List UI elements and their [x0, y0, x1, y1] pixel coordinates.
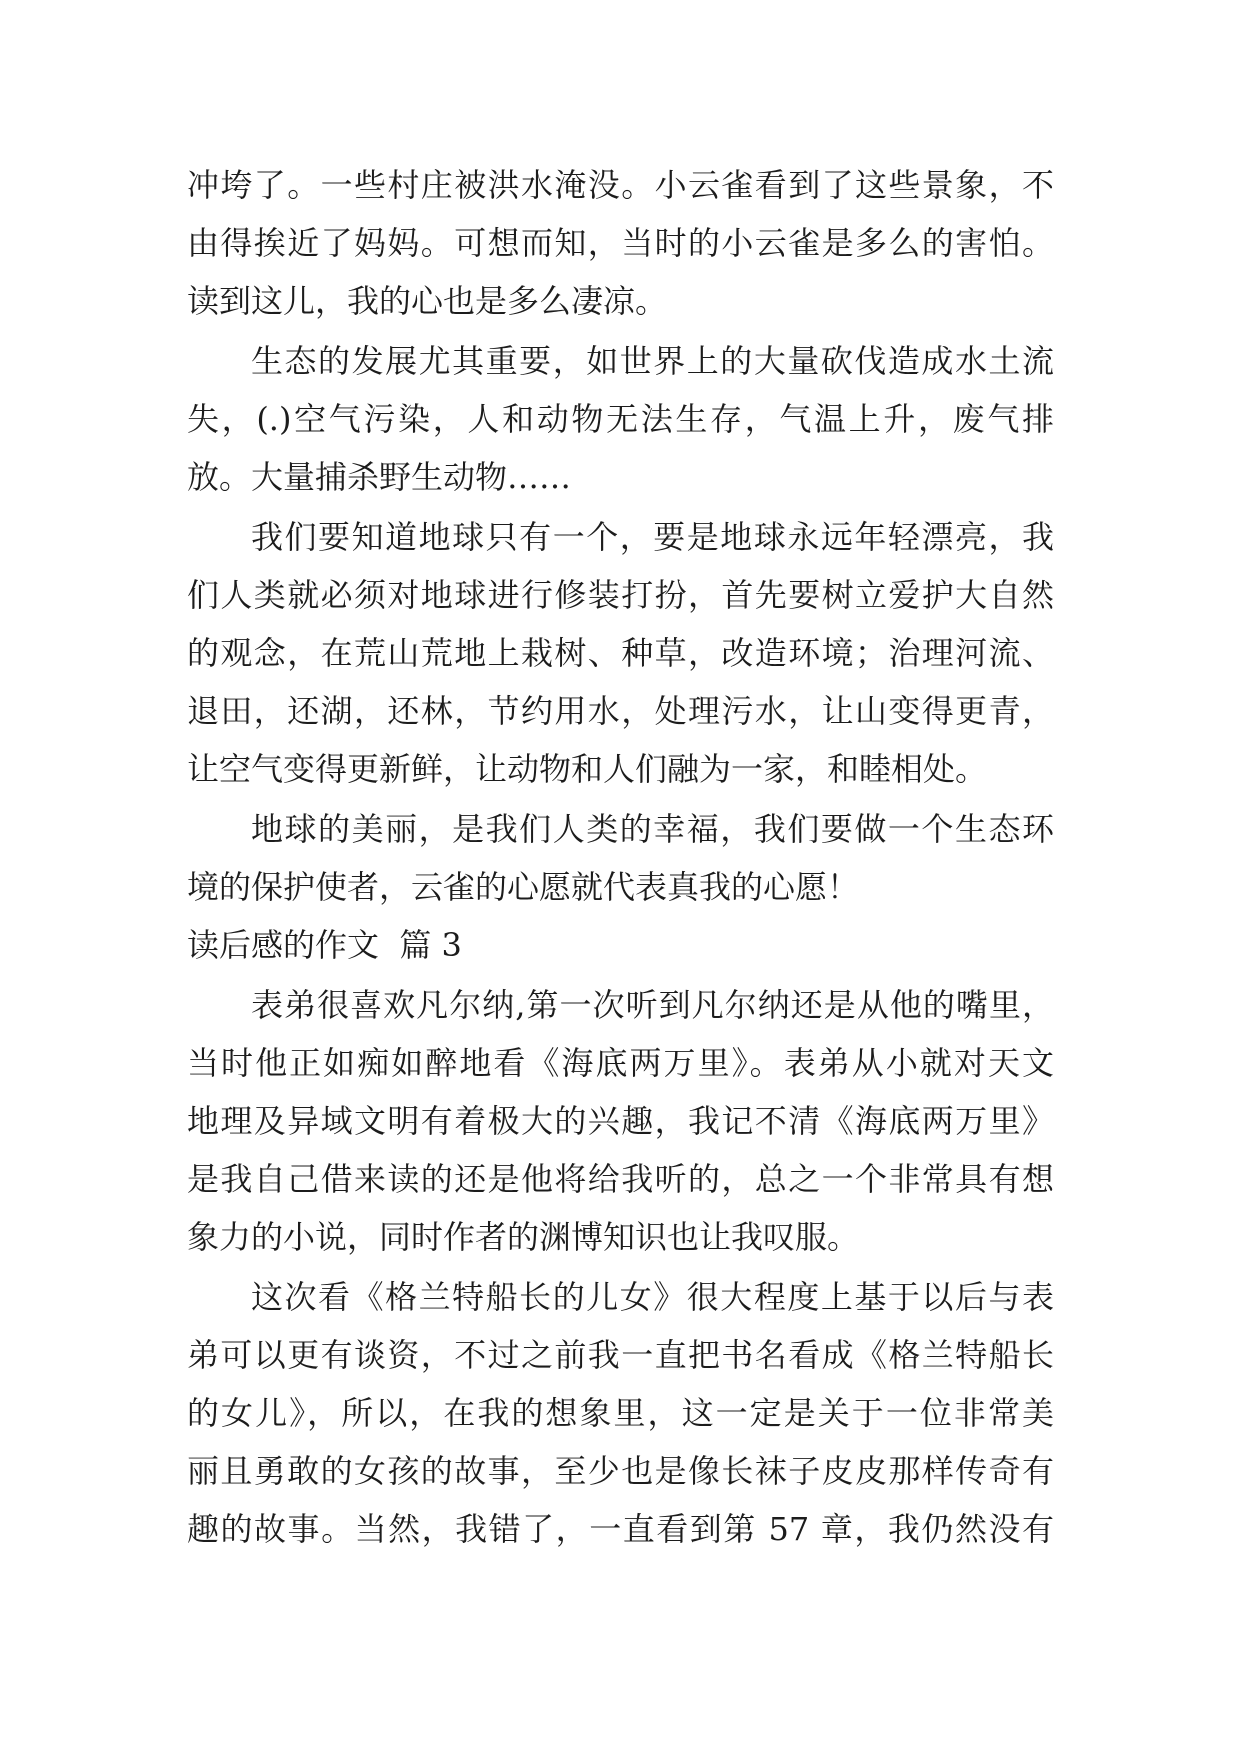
text-line: 放。大量捕杀野生动物…… — [187, 458, 572, 496]
text-line: 趣的故事。当然，我错了，一直看到第 57 章，我仍然没有 — [187, 1510, 1054, 1548]
text-line: 当时他正如痴如醉地看《海底两万里》。表弟从小就对天文 — [187, 1044, 1054, 1082]
text-line: 由得挨近了妈妈。可想而知，当时的小云雀是多么的害怕。 — [187, 224, 1054, 262]
paragraph — [187, 800, 1054, 916]
text-line: 的观念，在荒山荒地上栽树、种草，改造环境；治理河流、 — [187, 634, 1054, 672]
text-line: 表弟很喜欢凡尔纳,第一次听到凡尔纳还是从他的嘴里， — [251, 986, 1054, 1024]
text-line: 象力的小说，同时作者的渊博知识也让我叹服。 — [187, 1218, 860, 1256]
text-line: 地理及异域文明有着极大的兴趣，我记不清《海底两万里》 — [187, 1102, 1054, 1140]
paragraph — [187, 1268, 1054, 1558]
text-line: 地球的美丽，是我们人类的幸福，我们要做一个生态环 — [251, 810, 1054, 848]
text-line: 这次看《格兰特船长的儿女》很大程度上基于以后与表 — [251, 1278, 1054, 1316]
section — [187, 916, 1054, 1558]
text-line: 境的保护使者，云雀的心愿就代表真我的心愿！ — [187, 868, 860, 906]
text-line: 弟可以更有谈资，不过之前我一直把书名看成《格兰特船长 — [187, 1336, 1054, 1374]
paragraph — [187, 976, 1054, 1266]
text-line: 冲垮了。一些村庄被洪水淹没。小云雀看到了这些景象，不 — [187, 166, 1054, 204]
paragraph — [187, 332, 1054, 506]
section — [187, 156, 1054, 916]
text-line: 丽且勇敢的女孩的故事，至少也是像长袜子皮皮那样传奇有 — [187, 1452, 1054, 1490]
document-page — [187, 156, 1054, 1558]
text-line: 让空气变得更新鲜，让动物和人们融为一家，和睦相处。 — [187, 750, 988, 788]
text-line: 的女儿》，所以，在我的想象里，这一定是关于一位非常美 — [187, 1394, 1054, 1432]
text-line: 生态的发展尤其重要，如世界上的大量砍伐造成水土流 — [251, 342, 1054, 380]
text-line: 读到这儿，我的心也是多么凄凉。 — [187, 282, 668, 320]
text-line: 我们要知道地球只有一个，要是地球永远年轻漂亮，我 — [251, 518, 1054, 556]
section-heading: 读后感的作文 篇 3 — [187, 926, 462, 964]
text-line: 们人类就必须对地球进行修装打扮，首先要树立爱护大自然 — [187, 576, 1054, 614]
text-line: 是我自己借来读的还是他将给我听的，总之一个非常具有想 — [187, 1160, 1054, 1198]
paragraph — [187, 156, 1054, 330]
text-line: 失，(.)空气污染，人和动物无法生存，气温上升，废气排 — [187, 400, 1054, 438]
text-line: 退田，还湖，还林，节约用水，处理污水，让山变得更青， — [187, 692, 1054, 730]
paragraph — [187, 508, 1054, 798]
